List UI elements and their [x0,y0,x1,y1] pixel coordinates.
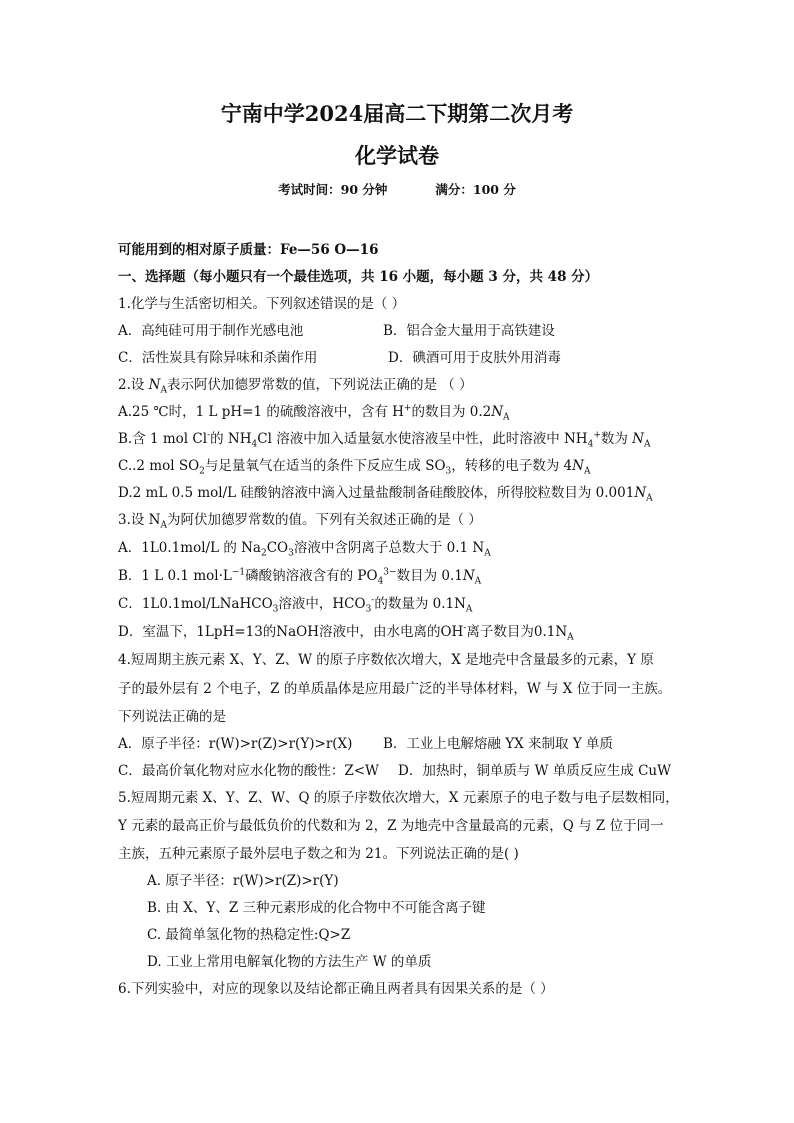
q1-option-c: C．活性炭具有除异味和杀菌作用 [118,350,318,366]
q5-option-d: D. 工业上常用电解氧化物的方法生产 W 的单质 [147,954,432,970]
q3-stem: 3.设 $N_A$为阿伏加德罗常数的值。下列有关叙述正确的是（ ） [118,512,482,531]
section-heading: 一、选择题（每小题只有一个最佳选项，共 16 小题，每小题 3 分，共 48 分） [118,269,599,285]
q2-option-b: B.含 1 mol Cl-的 $NH_4Cl$ 溶液中加入适量氨水使溶液呈中性，此时溶液中 $NH_4^+$数为 $N_A$ [118,430,651,450]
q1-option-b: B．铝合金大量用于高铁建设 [383,323,555,339]
q2-option-a: A.25 ℃时，1 L pH=1 的硫酸溶液中，含有 H+的数目为 $0.2N_A$ [118,403,510,423]
q4-stem-line3: 下列说法正确的是 [118,709,226,725]
exam-info [0,180,794,198]
q6-stem: 6.下列实验中，对应的现象以及结论都正确且两者具有因果关系的是（ ） [118,981,554,997]
q4-option-a: A．原子半径：r(W)>r(Z)>r(Y)>r(X) [118,736,353,752]
q5-stem-line1: 5.短周期元素 X、Y、Z、W、Q 的原子序数依次增大，X 元素原子的电子数与电子层数相同， [118,790,679,806]
q1-stem: 1.化学与生活密切相关。下列叙述错误的是（ ） [118,296,406,312]
atomic-masses: 可能用到的相对原子质量：Fe—56 O—16 [118,242,379,258]
q4-stem-line2: 子的最外层有 2 个电子，Z 的单质晶体是应用最广泛的半导体材料，W 与 X 位于同一主族。 [118,681,672,697]
q4-stem-line1: 4.短周期主族元素 X、Y、Z、W 的原子序数依次增大，X 是地壳中含量最多的元素，Y 原 [118,652,654,668]
q4-option-b: B．工业上电解熔融 YX 来制取 Y 单质 [383,736,614,752]
q5-stem-line2: Y 元素的最高正价与最低负价的代数和为 2，Z 为地壳中含量最高的元素，Q 与 Z 位于同一 [118,818,664,834]
q5-option-b: B. 由 X、Y、Z 三种元素形成的化合物中不可能含离子键 [147,900,486,916]
q2-stem: 2.设 $N_A$表示阿伏加德罗常数的值，下列说法正确的是 （ ） [118,377,473,396]
q3-option-d: D．室温下，1LpH=13的NaOH溶液中，由水电离的OH-离子数目为$0.1N_A$ [118,623,574,643]
q1-option-d: D．碘酒可用于皮肤外用消毒 [388,350,561,366]
q3-option-c: C．1L0.1mol/LNaHCO$_3$溶液中，$HCO_3^-$的数量为 $0.1N_A$ [118,595,473,615]
q5-option-c: C. 最简单氢化物的热稳定性:Q>Z [147,927,351,943]
q2-option-d: D.2 mL 0.5 mol/L 硅酸钠溶液中滴入过量盐酸制备硅酸胶体，所得胶粒数目为 $0.001N_A$ [118,485,653,504]
q4-option-d: D．加热时，铜单质与 W 单质反应生成 CuW [398,763,671,779]
q3-option-a: A．1L0.1mol/L 的 $Na_2CO_3$溶液中含阴离子总数大于 0.1 $N_A$ [118,540,491,559]
q4-option-c: C．最高价氧化物对应水化物的酸性：Z<W [118,763,379,779]
exam-subtitle: 化学试卷 [355,143,439,168]
q3-option-b: B．1 L 0.1 $mol\cdot L^{-1}$磷酸钠溶液含有的 $PO_4^{3-}$数目为 $0.1N_A$ [118,567,482,587]
full-score: 满分：100 分 [435,182,516,197]
q1-option-a: A．高纯硅可用于制作光感电池 [118,323,304,339]
q5-option-a: A. 原子半径：r(W)>r(Z)>r(Y) [147,873,339,889]
exam-time: 考试时间：90 分钟 [278,182,388,197]
exam-title: 宁南中学2024届高二下期第二次月考 [220,101,574,126]
q5-stem-line3: 主族，五种元素原子最外层电子数之和为 21。下列说法正确的是( ) [118,846,519,862]
q2-option-c: C..2 mol $SO_2$与足量氧气在适当的条件下反应生成 $SO_3$，转移的电子数为 $4N_A$ [118,458,591,477]
